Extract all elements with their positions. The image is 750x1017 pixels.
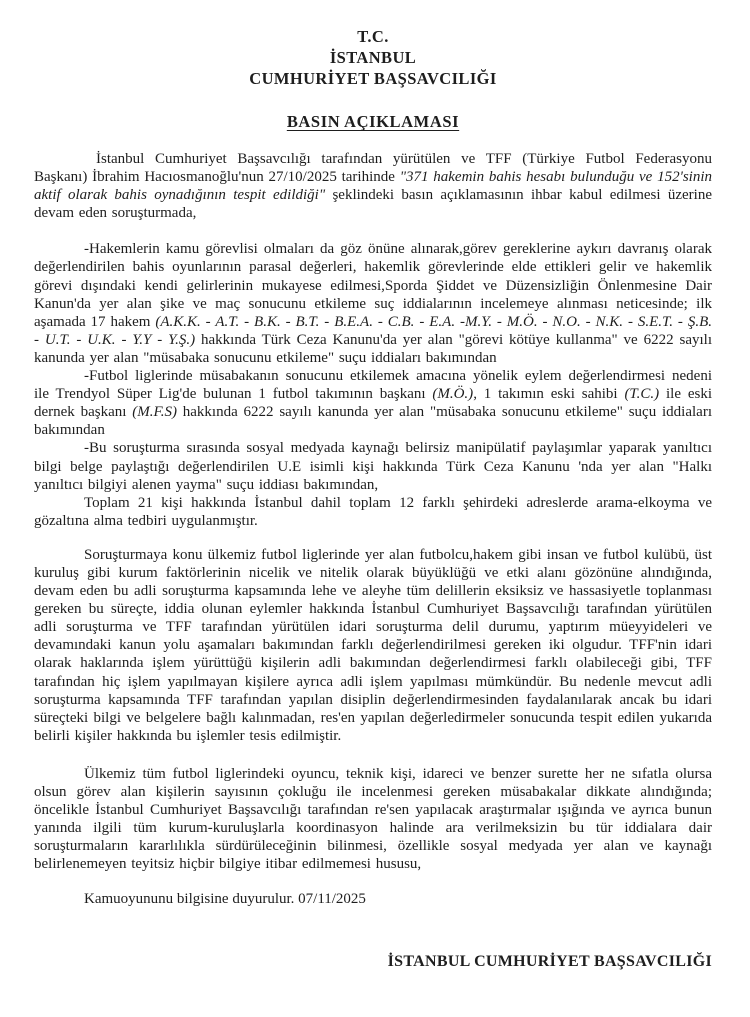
closing-line: Kamuoyununu bilgisine duyurulur. 07/11/2025	[84, 891, 366, 908]
commitment-text: Ülkemiz tüm futbol liglerindeki oyuncu, teknik kişi, idareci ve benzer surette her ne sıfatla olursa olsun görev alan kişilerin sayısının çokluğu ile incelenmesi gereken müsabakalar dikkate alındığında; öncelikle İstanbul Cumhuriyet Başsavcılığı tarafından re'sen yapılacak araştırmalar ışığında ve ayrıca bunun yanında ilgili tüm kurum-kuruluşlarla koordinasyon halinde ara verilmeksizin bu tür iddialara dair soruşturmaların kararlılıkla sürdürüleceğinin bilinmesi, özellikle sosyal medyada yer alan ve kaynağı belirlenemeyen teyitsiz hiçbir bilgiye itibar edilmemesi hususu,	[34, 765, 712, 873]
paragraph-commitment	[34, 765, 712, 874]
paragraph-investigation-intro	[34, 150, 712, 222]
referees-initials-list: (A.K.K. - A.T. - B.K. - B.T. - B.E.A. - C.B. - E.A. -M.Y. - M.Ö. - N.O. - N.K. - S.E.T. - Ş.B. - U.T. - U.K. - Y.Y - Y.Ş.)	[34, 313, 712, 348]
clubs-text-b: , 1 takımın eski sahibi	[473, 386, 625, 403]
signature-line: İSTANBUL CUMHURİYET BAŞSAVCILIĞI	[387, 952, 712, 970]
paragraph-social-media	[34, 439, 712, 493]
paragraph-legal-assessment	[34, 546, 712, 745]
assessment-text: Soruşturmaya konu ülkemiz futbol liglerinde yer alan futbolcu,hakem gibi insan ve futbol kulübü, üst kuruluş gibi kurum faktörlerinin nicelik ve nitelik olarak büyüklüğü ve etki alanı gözönüne alındığında, devam eden bu adli soruşturma kapsamında lehe ve aleyhe tüm delillerin eksiksiz ve hassasiyetle toplanması gereken bu süreçte, iddia olunan eylemler hakkında İstanbul Cumhuriyet Başsavcılığı tarafından yürütülen adli soruşturma ve TFF tarafından yürütülen idari soruşturma delil durumu, yaptırım müeyyideleri ve devamındaki kanun yolu aşamaları bakımından farklı değerlendirilmesi gereken iki olgudur. TFF'nin idari olarak haklarında işlem yürüttüğü kişilerin adli bakımından değerlendirmesi farklı olabileceği gibi, TFF tarafından hiç işlem yapılmayan kişilere ayrıca adli işlem yapılması mümkündür. Bu nedenle mevcut adli soruşturma kapsamında TFF tarafından yapılan disiplin değerlendirmesinden faydalanılarak ancak bu idari süreçteki bilgi ve belgelere bağlı kalınmadan, res'en yapılan değerledirmeler sonucunda tespit edilen yukarıda belirli kişiler hakkında bu işlemler tesis edilmiştir.	[34, 546, 712, 744]
letterhead-office: CUMHURİYET BAŞSAVCILIĞI	[249, 69, 497, 88]
letterhead-city: İSTANBUL	[329, 48, 417, 67]
clubs-initials-3: (M.F.S)	[132, 404, 177, 421]
intro-text-a: İstanbul Cumhuriyet Başsavcılığı tarafından yürütülen ve TFF (Türkiye Futbol Federasyonu Başkanı) İbrahim Hacıosmanoğlu'nun 27/10/2025 tarihinde	[34, 151, 712, 186]
referees-text-b: hakkında Türk Ceza Kanunu'da yer alan "görevi kötüye kullanma" ve 6222 sayılı kanunda yer alan "müsabaka sonucunu etkileme" suçu iddiaları bakımından	[34, 331, 712, 366]
clubs-initials-1: (M.Ö.)	[432, 386, 474, 403]
clubs-text-d: hakkında 6222 sayılı kanunda yer alan "müsabaka sonucunu etkileme" suçu iddiaları bakımından	[34, 404, 712, 439]
paragraph-referees	[34, 240, 712, 367]
clubs-text-a: -Futbol liglerinde müsabakanın sonucunu etkilemek amacına yönelik eylem değerlendirmesi nedeni ile Trendyol Süper Lig'de bulunan 1 futbol takımının başkanı	[34, 368, 712, 403]
letterhead	[34, 26, 712, 89]
clubs-initials-2: (T.C.)	[624, 386, 660, 403]
intro-text-b: şeklindeki basın açıklamasının ihbar kabul edilmesi üzerine devam eden soruşturmada,	[34, 187, 712, 222]
intro-quoted-statement: "371 hakemin bahis hesabı bulunduğu ve 152'sinin aktif olarak bahis oynadığının tespit edildiği"	[34, 169, 712, 204]
referees-text-a: -Hakemlerin kamu görevlisi olmaları da göz önüne alınarak,görev gereklerine aykırı davranış olarak değerlendirilen bahis oyunlarının parasal değerleri, hakemlik görevlerinde elde ettikleri gelir ve hakemlik görevi dışındaki kendi gelirlerinin mukayese edilmesi,Sporda Şiddet ve Düzensizliğin Önlenmesine Dair Kanun'da yer alan şike ve maç sonucunu etkileme suç iddialarının incelemeye alınması neticesinde; ilk aşamada 17 hakem	[34, 241, 712, 330]
letterhead-republic: T.C.	[357, 27, 389, 46]
clubs-text-c: ile eski dernek başkanı	[34, 386, 712, 421]
social-media-text: -Bu soruşturma sırasında sosyal medyada kaynağı belirsiz manipülatif paylaşımlar yaparak yanıltıcı bilgi belge paylaştığı değerlendirilen U.E isimli kişi hakkında Türk Ceza Kanunu 'nda yer alan "Halkı yanıltıcı bilgiyi alenen yayma" suçu iddiası bakımından,	[34, 440, 712, 493]
paragraph-detentions	[34, 494, 712, 530]
paragraph-club-officials	[34, 367, 712, 439]
detentions-text: Toplam 21 kişi hakkında İstanbul dahil toplam 12 farklı şehirdeki adreslerde arama-elkoyma ve gözaltına alma tedbiri uygulanmıştır.	[34, 494, 712, 529]
press-release-title: BASIN AÇIKLAMASI	[286, 112, 460, 131]
